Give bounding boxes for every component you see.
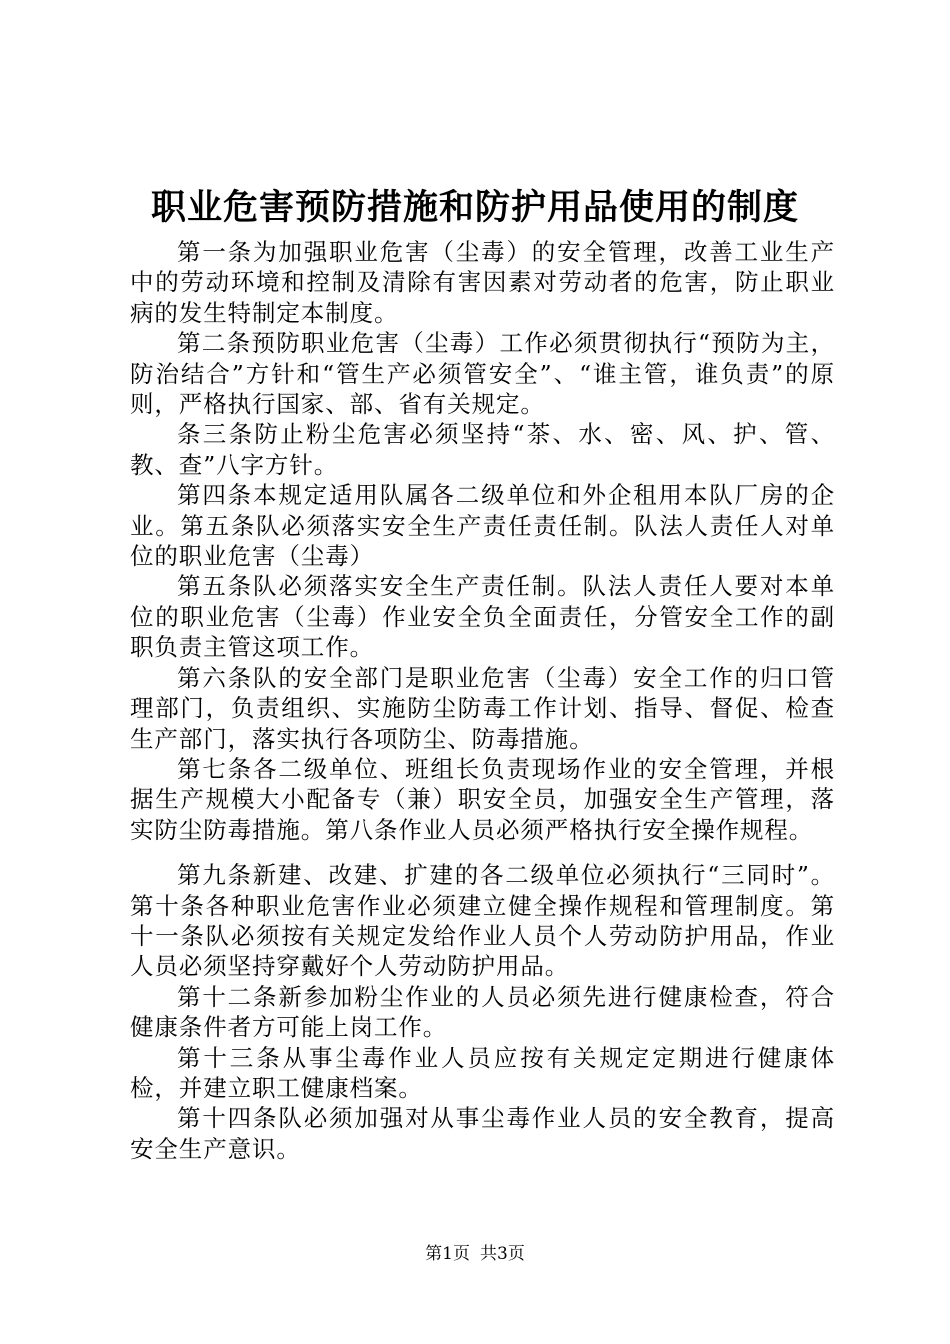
paragraph-article-2: 第二条预防职业危害（尘毒）工作必须贯彻执行“预防为主，防治结合”方针和“管生产必须管安全”、“谁主管，谁负责”的原则，严格执行国家、部、省有关规定。 — [130, 329, 835, 419]
paragraph-article-5: 第五条队必须落实安全生产责任制。队法人责任人要对本单位的职业危害（尘毒）作业安全负全面责任，分管安全工作的副职负责主管这项工作。 — [130, 572, 835, 662]
paragraph-article-9: 第九条新建、改建、扩建的各二级单位必须执行“三同时”。第十条各种职业危害作业必须建立健全操作规程和管理制度。第十一条队必须按有关规定发给作业人员个人劳动防护用品，作业人员必须坚持穿戴好个人劳动防护用品。 — [130, 861, 835, 981]
page-number: 第1页 — [425, 1244, 470, 1264]
paragraph-article-14: 第十四条队必须加强对从事尘毒作业人员的安全教育，提高安全生产意识。 — [130, 1104, 835, 1163]
paragraph-article-6: 第六条队的安全部门是职业危害（尘毒）安全工作的归口管理部门，负责组织、实施防尘防毒工作计划、指导、督促、检查生产部门，落实执行各项防尘、防毒措施。 — [130, 663, 835, 753]
paragraph-article-3: 条三条防止粉尘危害必须坚持“茶、水、密、风、护、管、教、查”八字方针。 — [130, 420, 835, 479]
page-footer — [0, 1243, 950, 1265]
paragraph-article-12: 第十二条新参加粉尘作业的人员必须先进行健康检查，符合健康条件者方可能上岗工作。 — [130, 982, 835, 1042]
paragraph-article-1: 第一条为加强职业危害（尘毒）的安全管理，改善工业生产中的劳动环境和控制及清除有害因素对劳动者的危害，防止职业病的发生特制定本制度。 — [130, 238, 835, 327]
paragraph-article-13: 第十三条从事尘毒作业人员应按有关规定定期进行健康体检，并建立职工健康档案。 — [130, 1043, 835, 1102]
page-total: 共3页 — [480, 1244, 525, 1264]
paragraph-article-4: 第四条本规定适用队属各二级单位和外企租用本队厂房的企业。第五条队必须落实安全生产责任责任制。队法人责任人对单位的职业危害（尘毒） — [130, 481, 835, 571]
paragraph-article-7: 第七条各二级单位、班组长负责现场作业的安全管理，并根据生产规模大小配备专（兼）职安全员，加强安全生产管理，落实防尘防毒措施。第八条作业人员必须严格执行安全操作规程。 — [130, 754, 835, 844]
document-body — [130, 237, 835, 1164]
document-title: 职业危害预防措施和防护用品使用的制度 — [150, 188, 799, 228]
